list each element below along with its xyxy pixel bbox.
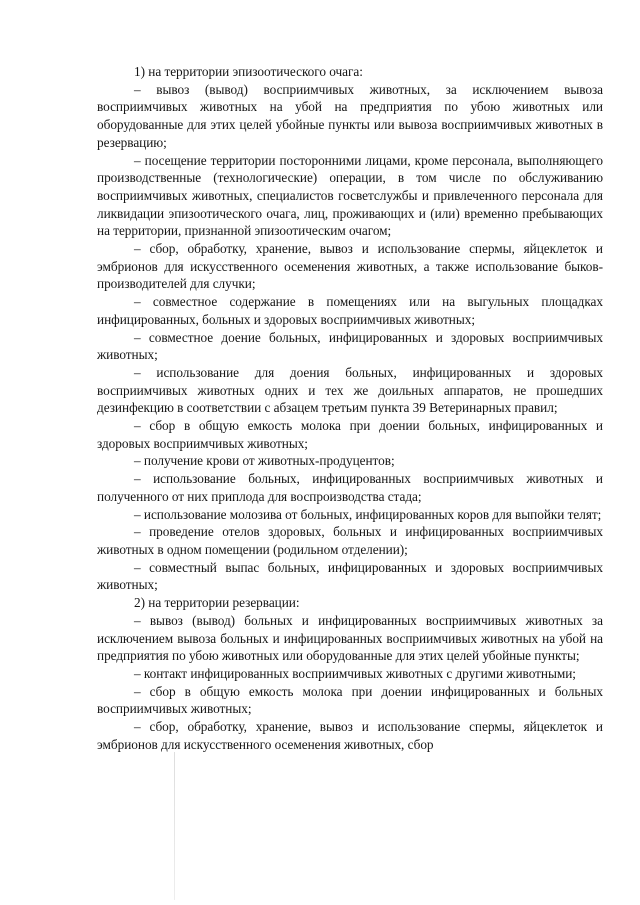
section-heading-2: 2) на территории резервации: bbox=[134, 595, 300, 611]
list-item: – сбор, обработку, хранение, вывоз и использование спермы, яйцеклеток и эмбрионов для искусственного осеменения животных, сбор bbox=[97, 719, 603, 752]
scan-artifact-line bbox=[174, 752, 175, 900]
section-heading-1: 1) на территории эпизоотического очага: bbox=[134, 64, 363, 79]
list-item: – сбор в общую емкость молока при доении инфицированных и больных восприимчивых животных; bbox=[97, 683, 603, 717]
list-item: – использование молозива от больных, инфицированных коров для выпойки телят; bbox=[134, 506, 602, 522]
list-item: – сбор в общую емкость молока при доении больных, инфицированных и здоровых восприимчивых животных; bbox=[97, 418, 603, 451]
list-item: – использование больных, инфицированных восприимчивых животных и полученного от них приплода для воспроизводства стада; bbox=[97, 471, 603, 504]
list-item: – совместное содержание в помещениях или на выгульных площадках инфицированных, больных и здоровых восприимчивых животных; bbox=[97, 294, 603, 327]
list-item: – вывоз (вывод) больных и инфицированных восприимчивых животных за исключением вывоза больных и инфицированных восприимчивых животных на убой на предприятия по убою животных или оборудованные для этих целей убойные пункты; bbox=[97, 612, 603, 664]
list-item: – вывоз (вывод) восприимчивых животных, за исключением вывоза восприимчивых животных на убой на предприятия по убою животных или оборудованные для этих целей убойные пункты или вывоза восприимчивых животных в резервацию; bbox=[97, 81, 603, 150]
list-item: – посещение территории посторонними лицами, кроме персонала, выполняющего производственные (технологические) операции, в том числе по обслуживанию восприимчивых животных, специалистов госветслужбы и привлеченного персонала для ликвидации эпизоотического очага, лиц, проживающих и (или) временно пребывающих на территории, признанной эпизоотическим очагом; bbox=[97, 152, 603, 239]
list-item: – совместный выпас больных, инфицированных и здоровых восприимчивых животных; bbox=[97, 559, 603, 593]
list-item: – получение крови от животных-продуцентов; bbox=[134, 453, 395, 469]
list-item: – использование для доения больных, инфицированных и здоровых восприимчивых животных одних и тех же доильных аппаратов, не прошедших дезинфекцию в соответствии с абзацем третьим пункта 39 Ветеринарных правил; bbox=[97, 364, 603, 416]
list-item: – сбор, обработку, хранение, вывоз и использование спермы, яйцеклеток и эмбрионов для искусственного осеменения животных, а также использование быков-производителей для случки; bbox=[97, 241, 603, 292]
list-item: – контакт инфицированных восприимчивых животных с другими животными; bbox=[134, 665, 576, 681]
list-item: – проведение отелов здоровых, больных и инфицированных восприимчивых животных в одном помещении (родильном отделении); bbox=[97, 524, 603, 557]
document-body bbox=[97, 63, 603, 753]
list-item: – совместное доение больных, инфицированных и здоровых восприимчивых животных; bbox=[97, 329, 603, 363]
